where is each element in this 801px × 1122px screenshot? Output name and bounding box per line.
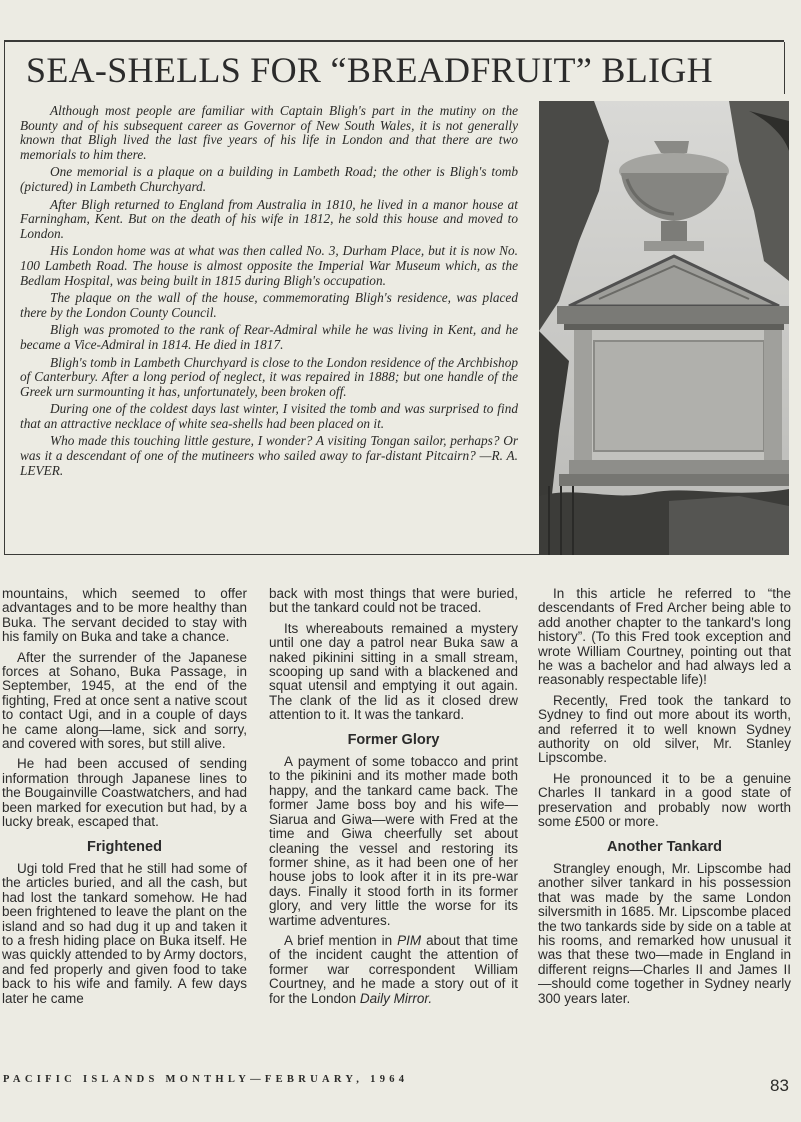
body-paragraph: mountains, which seemed to offer advantages and to be more healthy than Buka. The servant decided to stay with his family on Buka and take a chance.	[2, 586, 247, 645]
intro-paragraph: Although most people are familiar with Captain Bligh's part in the mutiny on the Bounty and of his subsequent career as Governor of New South Wales, it is not generally known that Bligh lived the last five years of his life in London and that there are two memorials to him there.	[20, 103, 518, 162]
intro-paragraph: Who made this touching little gesture, I wonder? A visiting Tongan sailor, perhaps? Or was it a descendant of one of the mutineers who sailed away to far-distant Pitcairn? —R. A. LEVER.	[20, 433, 518, 478]
body-paragraph: He pronounced it to be a genuine Charles II tankard in a good state of preservation and probably now worth some £500 or more.	[538, 770, 791, 830]
body-paragraph	[269, 934, 518, 1006]
column-2	[269, 587, 518, 1012]
intro-paragraph: After Bligh returned to England from Australia in 1810, he lived in a manor house at Farningham, Kent. But on the death of his wife in 1812, he sold this house and moved to London.	[20, 196, 518, 241]
intro-paragraph: One memorial is a plaque on a building in Lambeth Road; the other is Bligh's tomb (pictured) in Lambeth Churchyard.	[20, 164, 518, 194]
body-paragraph: Strangley enough, Mr. Lipscombe had another silver tankard in his possession that was made by the same London silversmith in 1685. Mr. Lipscombe placed the two tankards side by side on a table at his rooms, and remarked how unusual it was that these two—made in England in different reigns—Charles II and James II—should come together in Sydney nearly 300 years later.	[538, 860, 791, 1006]
body-paragraph: Its whereabouts remained a mystery until one day a patrol near Buka saw a naked pikinini sitting in a small stream, scooping up sand with a blackened and squat utensil and emptying it out again. The clank of the lid as it closed drew attention to it. It was the tankard.	[269, 620, 518, 723]
column-3	[538, 587, 791, 1012]
body-paragraph: Ugi told Fred that he still had some of the articles buried, and all the cash, but had lost the tankard somehow. He had been frightened to leave the plant on the island and so had dug it up and taken it to a fresh hiding place on Buka itself. He was quickly attended to by Army doctors, and fed properly and given food to take back to his wife and family. A few days later he came	[2, 860, 247, 1006]
column-1	[2, 587, 247, 1012]
intro-paragraph: His London home was at what was then called No. 3, Durham Place, but it is now No. 100 Lambeth Road. The house is almost opposite the Imperial War Museum which, as the Bedlam Hospital, was being built in 1815 during Bligh's occupation.	[20, 243, 518, 288]
body-paragraph: He had been accused of sending information through Japanese lines to the Bougainville Coastwatchers, and had been marked for execution but had, by a lucky break, escaped that.	[2, 756, 247, 830]
body-paragraph: A payment of some tobacco and print to the pikinini and its mother made both happy, and the tankard came back. The former Jame boss boy and his wife—Siarua and Giwa—were with Fred at the time and Giwa cheerfully set about cleaning the vessel and restoring its former shine, as it had been one of her house jobs to look after it in its pre-war days. Finally it stood forth in its former glory, and very little the worse for its wartime adventures.	[269, 754, 518, 928]
body-paragraph: back with most things that were buried, but the tankard could not be traced.	[269, 586, 518, 616]
body-text: A brief mention in	[284, 932, 398, 948]
tomb-photo-graphic	[539, 101, 789, 555]
body-paragraph: In this article he referred to “the descendants of Fred Archer being able to add another chapter to the tankard's long history”. (To this Fred took exception and wrote William Courtney, pointing out that he was a bachelor and had always led a reasonably respectable life)!	[538, 586, 791, 688]
intro-paragraph: During one of the coldest days last winter, I visited the tomb and was surprised to find that an attractive necklace of white sea-shells had been placed on it.	[20, 401, 518, 431]
body-paragraph: Recently, Fred took the tankard to Sydney to find out more about its worth, and referred it to well known Sydney authority on old silver, Mr. Stanley Lipscombe.	[538, 692, 791, 766]
article-title: SEA-SHELLS FOR “BREADFRUIT” BLIGH	[26, 50, 713, 90]
intro-paragraph: Bligh's tomb in Lambeth Churchyard is close to the London residence of the Archbishop of Canterbury. After a long period of neglect, it was repaired in 1888; but one handle of the Greek urn surmounting it has, unfortunately, been broken off.	[20, 354, 518, 399]
newspaper-name: Daily Mirror.	[359, 990, 433, 1006]
intro-paragraph: The plaque on the wall of the house, commemorating Bligh's residence, was placed there by the London County Council.	[20, 290, 518, 320]
intro-paragraph: Bligh was promoted to the rank of Rear-Admiral while he was living in Kent, and he became a Vice-Admiral in 1814. He died in 1817.	[20, 322, 518, 352]
bligh-tomb-photo	[539, 101, 789, 555]
page-footer: PACIFIC ISLANDS MONTHLY—FEBRUARY, 1964	[3, 1074, 409, 1085]
body-paragraph: After the surrender of the Japanese forces at Sohano, Buka Passage, in September, 1945, at the end of the fighting, Fred at once sent a native scout to contact Ugi, and in a couple of days he came along—lame, sick and sorry, and covered with sores, but still alive.	[2, 649, 247, 752]
article-intro	[20, 104, 518, 481]
page-number: 83	[770, 1076, 789, 1095]
subheading-another-tankard: Another Tankard	[607, 838, 722, 855]
magazine-name: PIM	[397, 932, 422, 948]
subheading-former-glory: Former Glory	[347, 731, 440, 748]
subheading-frightened: Frightened	[87, 838, 162, 855]
body-text: about that time of the incident caught the attention of former war correspondent William Courtney, and he made a story out of it for the London	[269, 932, 518, 1006]
